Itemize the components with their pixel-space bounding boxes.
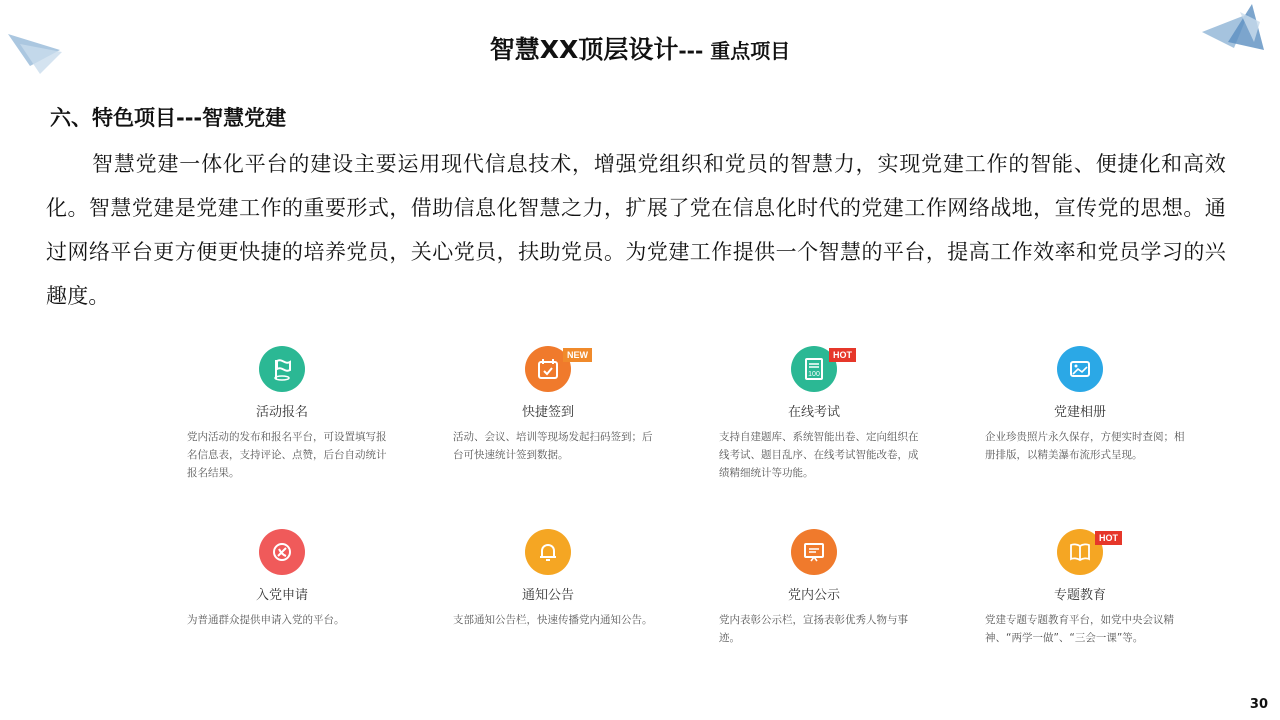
feature-label: 入党申请 bbox=[255, 588, 308, 603]
party-emblem-icon bbox=[259, 529, 305, 575]
feature-description: 企业珍贵照片永久保存，方便实时查阅；相册排版，以精美瀑布流形式呈现。 bbox=[985, 431, 1185, 461]
feature-description: 支持自建题库、系统智能出卷、定向组织在线考试、题目乱序、在线考试智能改卷，成绩精细统计等功能。 bbox=[719, 431, 919, 479]
bell-icon bbox=[525, 529, 571, 575]
intro-paragraph: 智慧党建一体化平台的建设主要运用现代信息技术，增强党组织和党员的智慧力，实现党建工作的智能、便捷化和高效化。智慧党建是党建工作的重要形式，借助信息化智慧之力，扩展了党在信息化时代的党建工作网络战地，宣传党的思想。通过网络平台更方便更快捷的培养党员，关心党员，扶助党员。为党建工作提供一个智慧的平台，提高工作效率和党员学习的兴趣度。 bbox=[46, 152, 1226, 308]
svg-text:100: 100 bbox=[808, 371, 820, 378]
board-icon bbox=[791, 529, 837, 575]
feature-label: 快捷签到 bbox=[521, 405, 574, 420]
new-badge: NEW bbox=[563, 348, 592, 362]
feature-description: 党建专题专题教育平台，如党中央会议精神、“两学一做”、“三会一课”等。 bbox=[985, 614, 1174, 644]
page-number: 30 bbox=[1249, 697, 1268, 712]
section-heading: 六、特色项目---智慧党建 bbox=[50, 106, 287, 130]
photo-icon bbox=[1057, 346, 1103, 392]
title-sub: --- 重点项目 bbox=[678, 39, 791, 63]
feature-label: 党内公示 bbox=[787, 588, 840, 603]
feature-label: 活动报名 bbox=[255, 405, 308, 420]
flag-icon bbox=[259, 346, 305, 392]
feature-label: 通知公告 bbox=[521, 588, 574, 603]
feature-label: 在线考试 bbox=[787, 405, 840, 420]
title-main: 智慧XX顶层设计 bbox=[489, 35, 679, 64]
feature-label: 专题教育 bbox=[1053, 588, 1106, 603]
feature-label: 党建相册 bbox=[1053, 405, 1106, 420]
feature-description: 活动、会议、培训等现场发起扫码签到；后台可快速统计签到数据。 bbox=[453, 431, 653, 461]
hot-badge: HOT bbox=[1095, 531, 1122, 545]
feature-description: 党内活动的发布和报名平台，可设置填写报名信息表，支持评论、点赞，后台自动统计报名结果。 bbox=[187, 431, 387, 479]
feature-description: 支部通知公告栏，快速传播党内通知公告。 bbox=[453, 614, 653, 626]
hot-badge: HOT bbox=[829, 348, 856, 362]
slide-title bbox=[0, 30, 1280, 66]
feature-description: 党内表彰公示栏，宣扬表彰优秀人物与事迹。 bbox=[719, 614, 908, 644]
feature-description: 为普通群众提供申请入党的平台。 bbox=[187, 614, 345, 626]
